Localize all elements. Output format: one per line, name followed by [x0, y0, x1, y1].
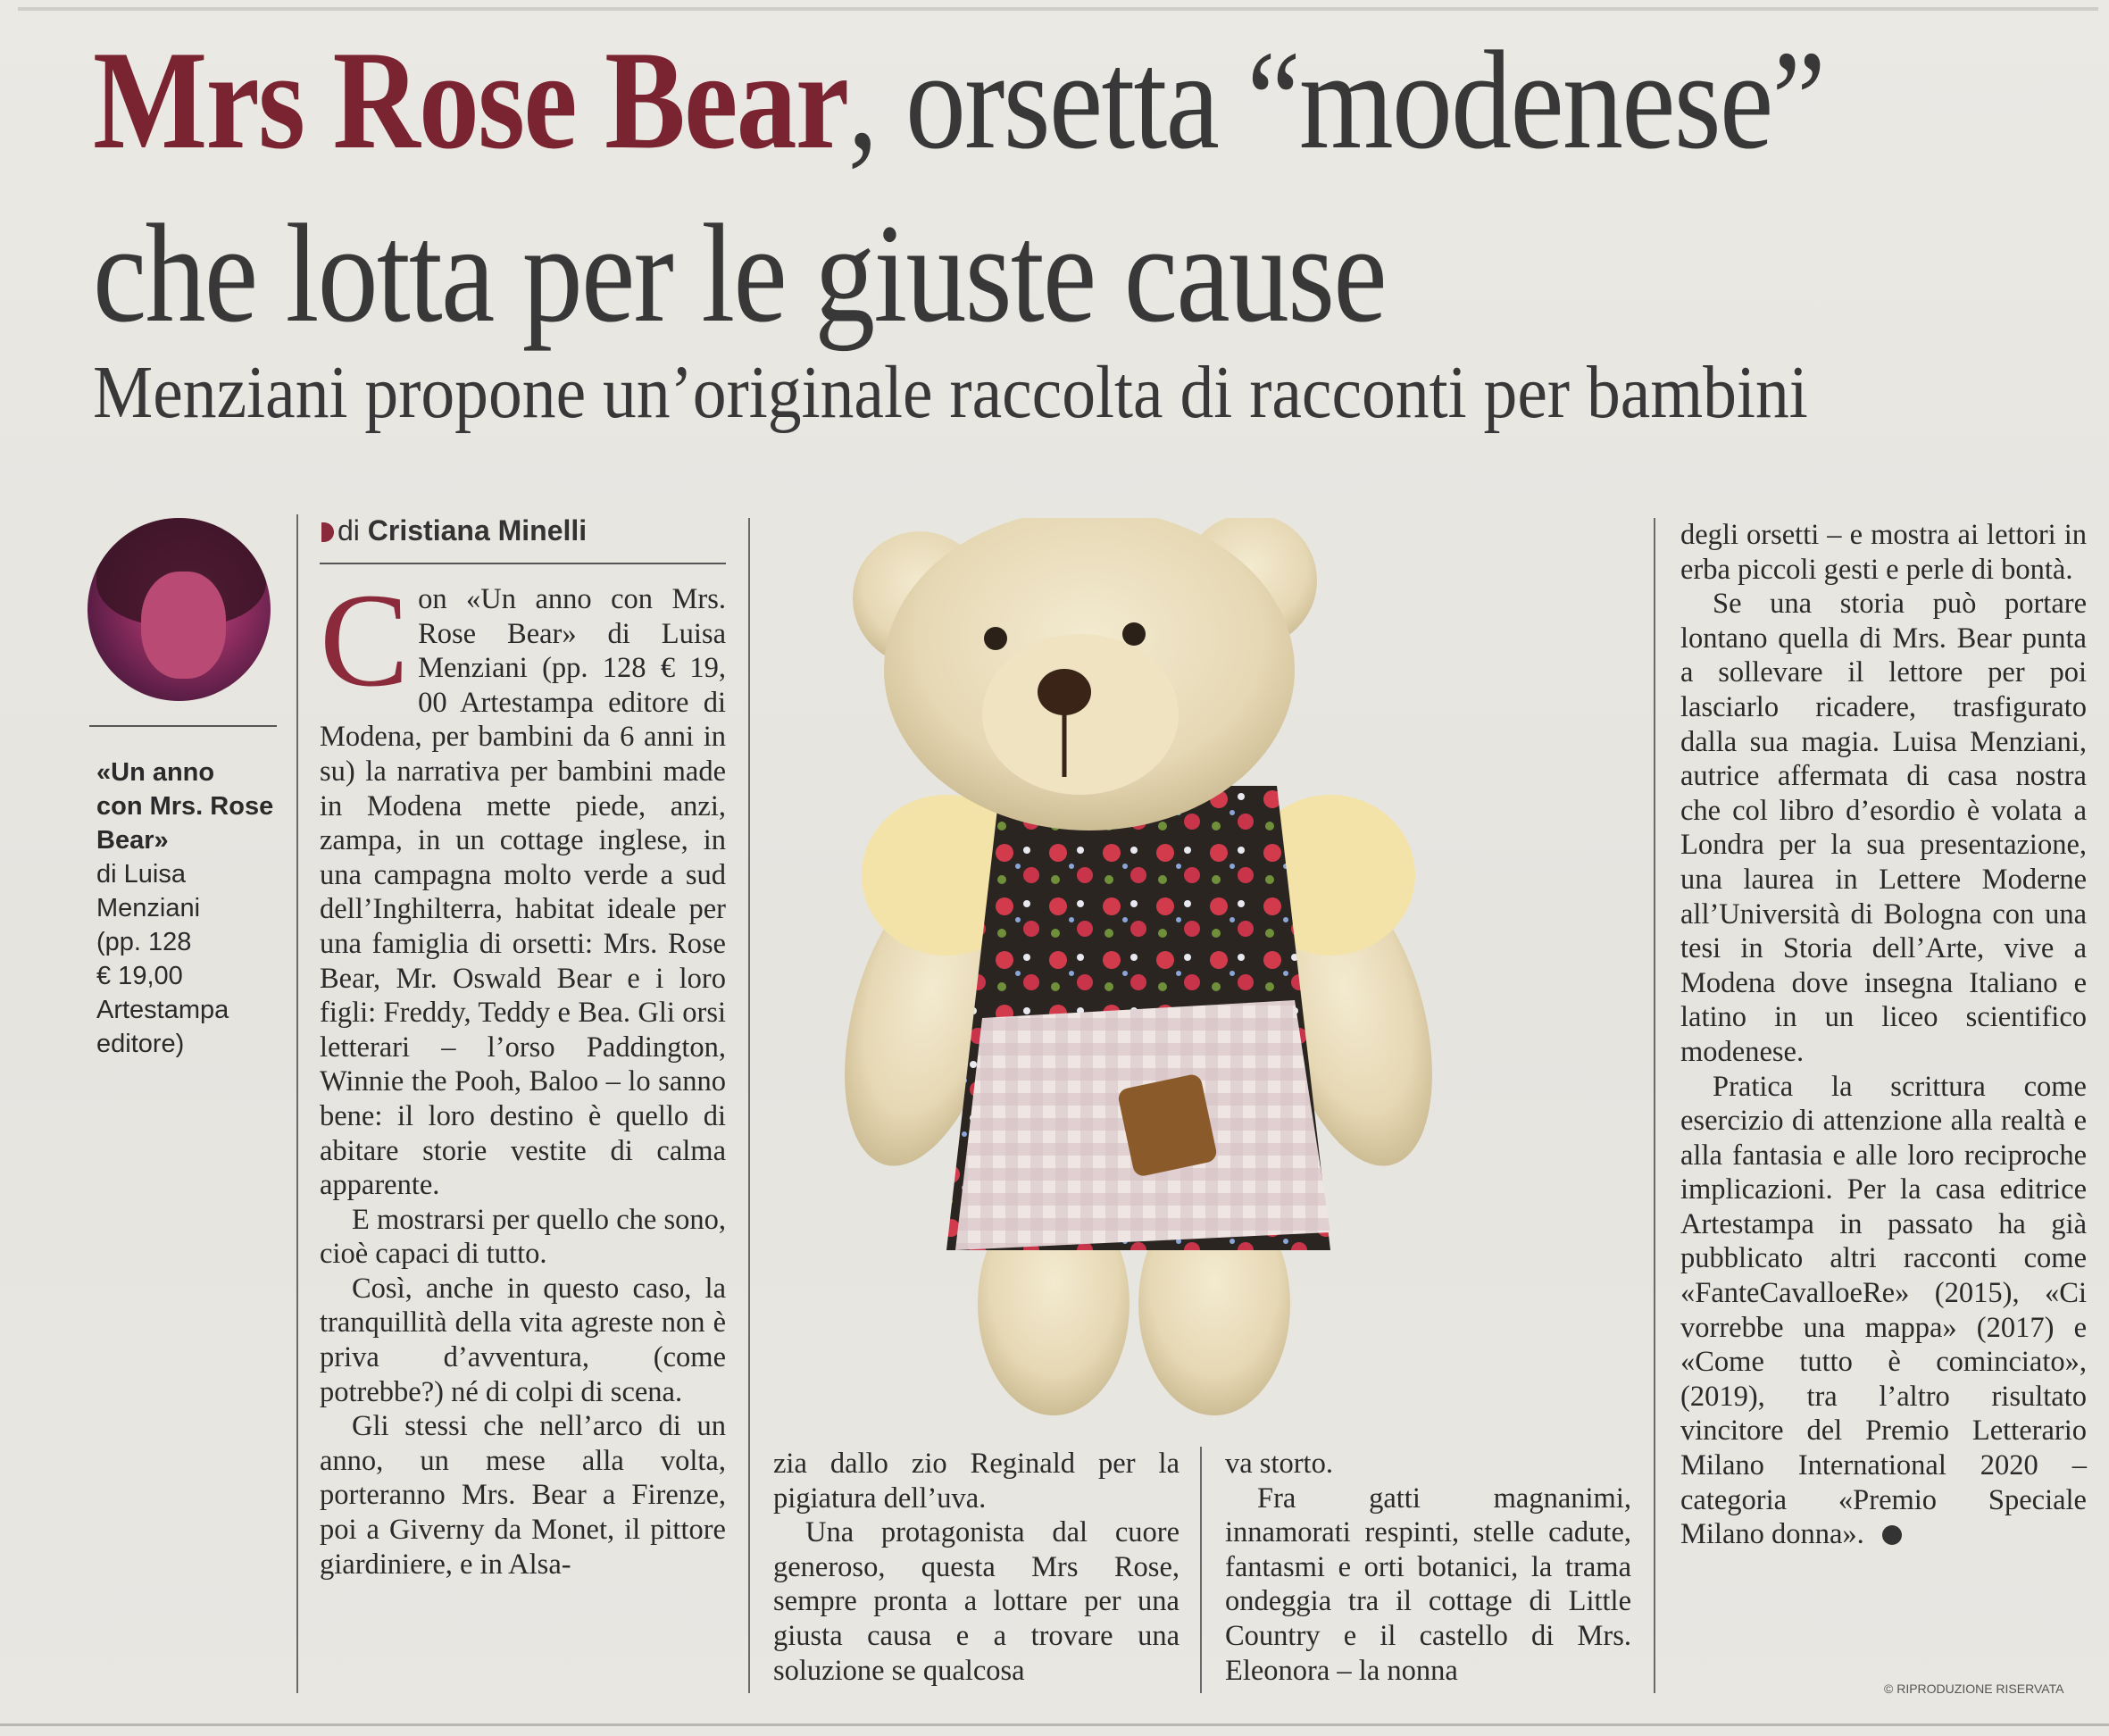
author-avatar — [88, 518, 271, 701]
drop-cap: C — [320, 566, 410, 714]
book-detail-line: € 19,00 — [96, 962, 183, 990]
article-paragraph: Gli stessi che nell’arco di un anno, un mese alla volta, porteranno Mrs. Bear a Firenze, poi a Giverny da Monet, il pittore giardiniere, e in Alsa- — [320, 1410, 726, 1581]
column-rule — [296, 514, 298, 1693]
column-rule — [1200, 1447, 1202, 1693]
column-rule — [1654, 518, 1655, 1693]
article-column-2 — [773, 1447, 1180, 1688]
subheadline: Menziani propone un’originale raccolta di racconti per bambini — [93, 351, 1808, 434]
article-column-3 — [1225, 1447, 1631, 1688]
byline-author: Cristiana Minelli — [367, 514, 588, 547]
bottom-rule — [0, 1723, 2109, 1726]
byline — [321, 514, 587, 547]
article-paragraph: Così, anche in questo caso, la tranquillità della vita agreste non è priva d’avventura, (come potrebbe?) né di colpi di scena. — [320, 1272, 726, 1408]
article-paragraph: degli orsetti – e mostra ai lettori in erba piccoli gesti e perle di bontà. — [1680, 519, 2087, 586]
teddy-bear-photo — [830, 518, 1455, 1429]
byline-rule — [320, 563, 726, 564]
book-detail-line: (pp. 128 — [96, 928, 192, 956]
book-title-line: «Un anno — [96, 758, 215, 787]
sidebar-rule — [89, 725, 277, 727]
byline-marker — [321, 522, 334, 542]
headline-line-1 — [93, 22, 1825, 179]
article-paragraph: Se una storia può portare lontano quella di Mrs. Bear punta a sollevare il lettore per poi lasciarlo ricadere, trasfigurato dalla sua magia. Luisa Menziani, autrice affermata di casa nostra che col libro d’esordio è volata a Londra per la sua presentazione, una laurea in Lettere Moderne all’Università di Bologna con una tesi in Storia dell’Arte, vive a Modena dove insegna Italiano e latino in un liceo scientifico modenese. — [1680, 588, 2087, 1068]
article-column-1 — [320, 566, 726, 1582]
article-column-4 — [1680, 518, 2087, 1552]
book-detail-line: Menziani — [96, 894, 201, 922]
headline-line-2: che lotta per le giuste cause — [93, 196, 1386, 352]
top-rule — [18, 7, 2098, 11]
article-paragraph: Con «Un anno con Mrs. Rose Bear» di Luisa Menziani (pp. 128 € 19, 00 Artestampa editore di Modena, per bambini da 6 anni in su) la narrativa per bambini made in Modena mette piede, anzi, zampa, in un cottage inglese, in una campagna molto verde a sud dell’Inghilterra, habitat ideale per una famiglia di orsetti: Mrs. Rose Bear, Mr. Oswald Bear e i loro figli: Freddy, Teddy e Bea. Gli orsi letterari – l’orso Paddington, Winnie the Pooh, Baloo – lo sanno bene: il loro destino è quello di abitare storie vestite di calma apparente. — [320, 566, 726, 1202]
book-detail-line: Artestampa — [96, 996, 229, 1024]
article-paragraph: E mostrarsi per quello che sono, cioè capaci di tutto. — [320, 1203, 726, 1271]
byline-prefix: di — [338, 514, 360, 547]
headline-name: Mrs Rose Bear — [93, 22, 848, 179]
book-title-line: Bear» — [96, 826, 169, 855]
article-paragraph: Una protagonista dal cuore generoso, questa Mrs Rose, sempre pronta a lottare per una giusta causa e a trovare una soluzione se qualcosa — [773, 1516, 1180, 1687]
book-title-line: con Mrs. Rose — [96, 792, 274, 821]
headline-line-1-rest: , orsetta “modenese” — [847, 22, 1825, 179]
book-info-box — [96, 755, 275, 1061]
article-paragraph: va storto. — [1225, 1448, 1333, 1480]
article-paragraph: Fra gatti magnanimi, innamorati respinti, stelle cadute, fantasmi e orti botanici, la trama ondeggia tra il cottage di Little Country e il castello di Mrs. Eleonora – la nonna — [1225, 1481, 1631, 1687]
article-paragraph: zia dallo zio Reginald per la pigiatura dell’uva. — [773, 1448, 1180, 1515]
column-rule — [748, 518, 750, 1693]
article-paragraph: Pratica la scrittura come esercizio di attenzione alla realtà e alla fantasia e alle loro reciproche implicazioni. Per la casa editrice Artestampa in passato ha già pubblicato altri racconti come «FanteCavalloeRe» (2015), «Ci vorrebbe una mappa» (2017) e «Come tutto è cominciato», (2019), tra l’altro risultato vincitore del Premio Letterario Milano International 2020 – categoria «Premio Speciale Milano donna». — [1680, 1070, 2087, 1551]
copyright-notice: © RIPRODUZIONE RISERVATA — [1884, 1682, 2064, 1696]
book-detail-line: editore) — [96, 1030, 185, 1058]
end-of-article-dot — [1882, 1525, 1902, 1545]
book-detail-line: di Luisa — [96, 860, 186, 889]
